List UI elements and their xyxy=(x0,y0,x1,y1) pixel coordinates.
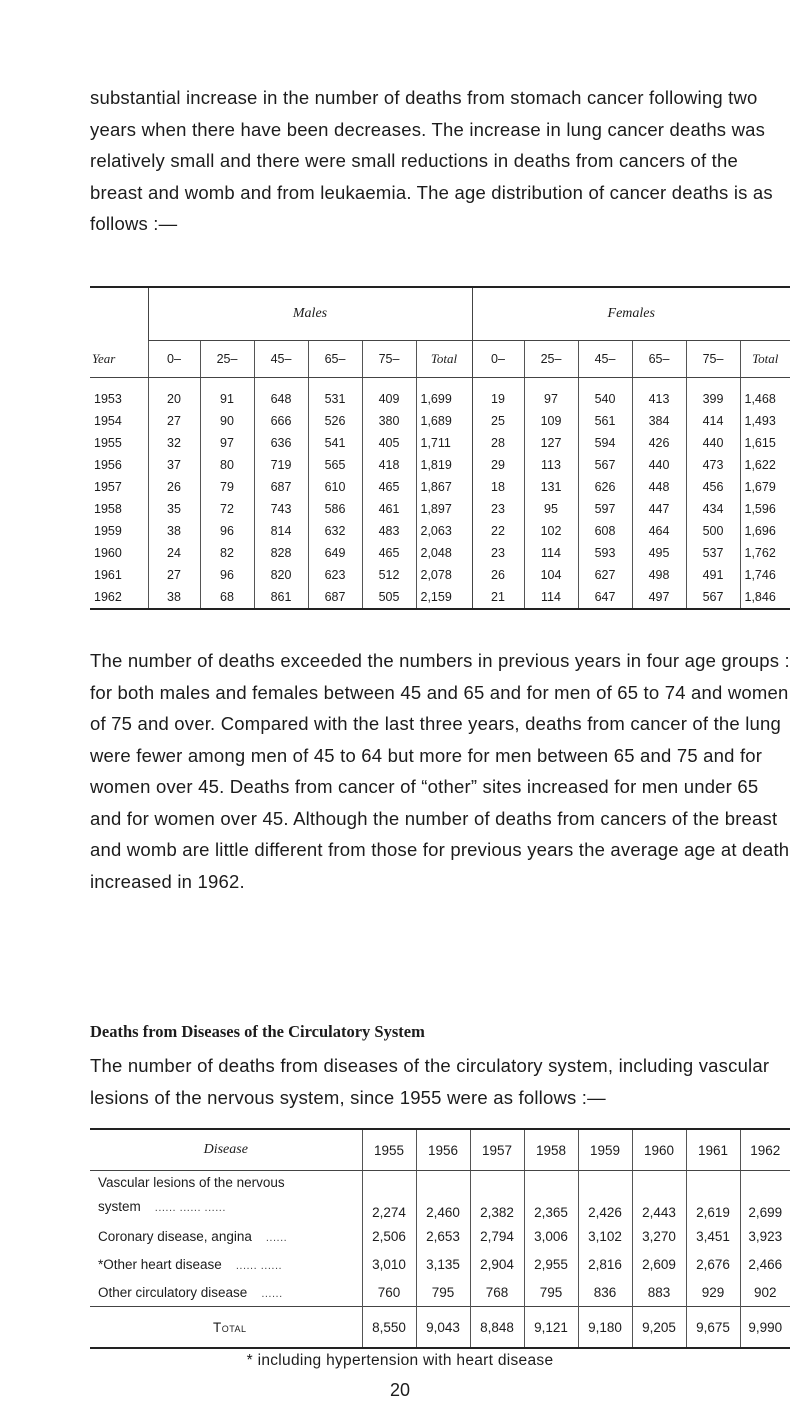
value-cell: 3,451 xyxy=(686,1222,740,1250)
males-age-header: 25– xyxy=(200,341,254,378)
males-value-cell: 2,078 xyxy=(416,564,472,586)
table-row xyxy=(90,1250,790,1278)
section-heading: Deaths from Diseases of the Circulatory System xyxy=(90,1022,425,1041)
year-column-header: 1957 xyxy=(470,1129,524,1171)
males-value-cell: 820 xyxy=(254,564,308,586)
value-cell: 760 xyxy=(362,1278,416,1307)
males-value-cell: 687 xyxy=(308,586,362,609)
females-value-cell: 1,493 xyxy=(740,410,790,432)
table-row xyxy=(90,1222,790,1250)
males-value-cell: 828 xyxy=(254,542,308,564)
females-value-cell: 22 xyxy=(472,520,524,542)
females-age-header: Total xyxy=(740,341,790,378)
males-value-cell: 623 xyxy=(308,564,362,586)
year-cell: 1959 xyxy=(94,524,122,538)
females-value-cell: 495 xyxy=(632,542,686,564)
value-cell: 2,466 xyxy=(740,1250,790,1278)
males-value-cell: 24 xyxy=(148,542,200,564)
males-value-cell: 505 xyxy=(362,586,416,609)
footnote: * including hypertension with heart disease xyxy=(246,1352,554,1369)
total-value-cell: 8,550 xyxy=(362,1307,416,1349)
females-value-cell: 1,846 xyxy=(740,586,790,609)
females-value-cell: 491 xyxy=(686,564,740,586)
total-value-cell: 9,180 xyxy=(578,1307,632,1349)
year-column-header: 1956 xyxy=(416,1129,470,1171)
females-value-cell: 497 xyxy=(632,586,686,609)
males-value-cell: 96 xyxy=(200,564,254,586)
females-age-header: 25– xyxy=(524,341,578,378)
females-value-cell: 1,468 xyxy=(740,378,790,411)
females-age-header: 0– xyxy=(472,341,524,378)
females-value-cell: 1,615 xyxy=(740,432,790,454)
year-cell: 1953 xyxy=(94,392,122,406)
disease-label-line1: Vascular lesions of the nervous xyxy=(98,1175,285,1190)
males-value-cell: 409 xyxy=(362,378,416,411)
males-value-cell: 666 xyxy=(254,410,308,432)
females-value-cell: 627 xyxy=(578,564,632,586)
table-row xyxy=(90,476,790,498)
males-age-header: 45– xyxy=(254,341,308,378)
males-value-cell: 1,711 xyxy=(416,432,472,454)
females-value-cell: 95 xyxy=(524,498,578,520)
males-age-header: Total xyxy=(416,341,472,378)
table-row xyxy=(90,520,790,542)
value-cell: 3,135 xyxy=(416,1250,470,1278)
intro-paragraph: substantial increase in the number of deaths from stomach cancer following two years when there have been decreases. The increase in lung cancer deaths was relatively small and there were small reductions in deaths from cancers of the breast and womb and from leukaemia. The age distribution of cancer deaths is as follows :— xyxy=(90,87,773,234)
males-value-cell: 814 xyxy=(254,520,308,542)
females-value-cell: 1,746 xyxy=(740,564,790,586)
females-value-cell: 1,762 xyxy=(740,542,790,564)
year-column-header: 1959 xyxy=(578,1129,632,1171)
males-value-cell: 405 xyxy=(362,432,416,454)
females-age-header: 65– xyxy=(632,341,686,378)
males-value-cell: 648 xyxy=(254,378,308,411)
males-value-cell: 37 xyxy=(148,454,200,476)
males-value-cell: 743 xyxy=(254,498,308,520)
table-row xyxy=(90,586,790,609)
females-value-cell: 434 xyxy=(686,498,740,520)
year-cell: 1958 xyxy=(94,502,122,516)
year-column-header: Year xyxy=(90,341,148,378)
value-cell: 2,460 xyxy=(416,1171,470,1223)
year-spacer xyxy=(90,287,148,341)
males-value-cell: 526 xyxy=(308,410,362,432)
females-value-cell: 109 xyxy=(524,410,578,432)
females-value-cell: 567 xyxy=(686,586,740,609)
cancer-age-table xyxy=(90,286,790,610)
males-value-cell: 1,699 xyxy=(416,378,472,411)
year-column-header: 1958 xyxy=(524,1129,578,1171)
year-cell: 1954 xyxy=(94,414,122,428)
total-value-cell: 9,121 xyxy=(524,1307,578,1349)
males-value-cell: 586 xyxy=(308,498,362,520)
males-value-cell: 80 xyxy=(200,454,254,476)
males-value-cell: 2,159 xyxy=(416,586,472,609)
females-value-cell: 19 xyxy=(472,378,524,411)
total-value-cell: 8,848 xyxy=(470,1307,524,1349)
year-cell: 1962 xyxy=(90,586,148,609)
females-value-cell: 626 xyxy=(578,476,632,498)
value-cell: 902 xyxy=(740,1278,790,1307)
females-value-cell: 1,596 xyxy=(740,498,790,520)
table-row xyxy=(90,498,790,520)
males-value-cell: 1,867 xyxy=(416,476,472,498)
disease-label-cell xyxy=(90,1250,362,1278)
value-cell: 836 xyxy=(578,1278,632,1307)
females-value-cell: 500 xyxy=(686,520,740,542)
males-age-header: 75– xyxy=(362,341,416,378)
year-cell: 1957 xyxy=(94,480,122,494)
year-cell: 1961 xyxy=(94,568,122,582)
value-cell: 3,010 xyxy=(362,1250,416,1278)
total-label: Total xyxy=(90,1307,362,1349)
females-group-header: Females xyxy=(472,287,790,341)
females-value-cell: 384 xyxy=(632,410,686,432)
females-value-cell: 26 xyxy=(472,564,524,586)
males-value-cell: 2,063 xyxy=(416,520,472,542)
table-row xyxy=(90,432,790,454)
females-age-header: 75– xyxy=(686,341,740,378)
table-row xyxy=(90,564,790,586)
table-row xyxy=(90,542,790,564)
males-value-cell: 636 xyxy=(254,432,308,454)
males-value-cell: 531 xyxy=(308,378,362,411)
males-value-cell: 38 xyxy=(148,586,200,609)
males-value-cell: 1,897 xyxy=(416,498,472,520)
value-cell: 3,270 xyxy=(632,1222,686,1250)
females-value-cell: 440 xyxy=(632,454,686,476)
males-value-cell: 26 xyxy=(148,476,200,498)
females-value-cell: 104 xyxy=(524,564,578,586)
males-value-cell: 32 xyxy=(148,432,200,454)
disease-label-cell xyxy=(90,1171,362,1223)
table-row xyxy=(90,1278,790,1307)
value-cell: 3,102 xyxy=(578,1222,632,1250)
value-cell: 2,382 xyxy=(470,1171,524,1223)
females-value-cell: 113 xyxy=(524,454,578,476)
circulatory-paragraph: The number of deaths from diseases of the circulatory system, including vascular lesions of the nervous system, since 1955 were as follows :— xyxy=(90,1055,770,1108)
total-value-cell: 9,990 xyxy=(740,1307,790,1349)
females-value-cell: 537 xyxy=(686,542,740,564)
page-number: 20 xyxy=(389,1380,411,1400)
value-cell: 2,676 xyxy=(686,1250,740,1278)
males-value-cell: 465 xyxy=(362,542,416,564)
value-cell: 2,904 xyxy=(470,1250,524,1278)
females-value-cell: 1,679 xyxy=(740,476,790,498)
females-value-cell: 1,622 xyxy=(740,454,790,476)
year-cell: 1955 xyxy=(94,436,122,450)
leader-dots: ...... xyxy=(265,1231,288,1244)
males-value-cell: 1,819 xyxy=(416,454,472,476)
females-value-cell: 413 xyxy=(632,378,686,411)
females-value-cell: 498 xyxy=(632,564,686,586)
females-value-cell: 447 xyxy=(632,498,686,520)
males-value-cell: 72 xyxy=(200,498,254,520)
value-cell: 2,955 xyxy=(524,1250,578,1278)
females-value-cell: 23 xyxy=(472,542,524,564)
circ-table-header-row xyxy=(90,1129,790,1171)
value-cell: 929 xyxy=(686,1278,740,1307)
value-cell: 2,426 xyxy=(578,1171,632,1223)
males-value-cell: 632 xyxy=(308,520,362,542)
value-cell: 3,006 xyxy=(524,1222,578,1250)
table-row xyxy=(90,378,790,411)
males-value-cell: 861 xyxy=(254,586,308,609)
value-cell: 2,274 xyxy=(362,1171,416,1223)
leader-dots: ...... xyxy=(261,1287,283,1300)
males-group-header: Males xyxy=(148,287,472,341)
year-column-header: 1955 xyxy=(362,1129,416,1171)
females-value-cell: 97 xyxy=(524,378,578,411)
value-cell: 2,506 xyxy=(362,1222,416,1250)
total-value-cell: 9,675 xyxy=(686,1307,740,1349)
males-value-cell: 38 xyxy=(148,520,200,542)
total-value-cell: 9,043 xyxy=(416,1307,470,1349)
males-value-cell: 27 xyxy=(148,564,200,586)
males-value-cell: 418 xyxy=(362,454,416,476)
value-cell: 2,699 xyxy=(740,1171,790,1223)
males-value-cell: 687 xyxy=(254,476,308,498)
disease-column-header: Disease xyxy=(90,1129,362,1171)
males-value-cell: 610 xyxy=(308,476,362,498)
males-value-cell: 2,048 xyxy=(416,542,472,564)
value-cell: 2,653 xyxy=(416,1222,470,1250)
males-value-cell: 91 xyxy=(200,378,254,411)
circulatory-deaths-table xyxy=(90,1128,790,1349)
disease-label-cell xyxy=(90,1278,362,1307)
females-value-cell: 473 xyxy=(686,454,740,476)
males-value-cell: 27 xyxy=(148,410,200,432)
females-value-cell: 414 xyxy=(686,410,740,432)
females-value-cell: 594 xyxy=(578,432,632,454)
table-column-header-row xyxy=(90,341,790,378)
table-group-header-row xyxy=(90,287,790,341)
value-cell: 2,365 xyxy=(524,1171,578,1223)
males-value-cell: 512 xyxy=(362,564,416,586)
value-cell: 768 xyxy=(470,1278,524,1307)
males-value-cell: 380 xyxy=(362,410,416,432)
females-value-cell: 1,696 xyxy=(740,520,790,542)
value-cell: 3,923 xyxy=(740,1222,790,1250)
males-value-cell: 79 xyxy=(200,476,254,498)
circ-table-body xyxy=(90,1171,790,1349)
table-row xyxy=(90,1171,790,1223)
disease-label: Other circulatory disease xyxy=(98,1284,248,1300)
table-row xyxy=(90,454,790,476)
females-value-cell: 29 xyxy=(472,454,524,476)
males-value-cell: 96 xyxy=(200,520,254,542)
females-value-cell: 127 xyxy=(524,432,578,454)
females-value-cell: 426 xyxy=(632,432,686,454)
year-cell: 1956 xyxy=(94,458,122,472)
cancer-age-table-body xyxy=(90,378,790,610)
disease-label: Coronary disease, angina xyxy=(98,1228,252,1244)
females-value-cell: 456 xyxy=(686,476,740,498)
females-value-cell: 448 xyxy=(632,476,686,498)
total-row xyxy=(90,1307,790,1349)
males-value-cell: 68 xyxy=(200,586,254,609)
females-value-cell: 114 xyxy=(524,586,578,609)
males-value-cell: 649 xyxy=(308,542,362,564)
year-column-header: 1962 xyxy=(740,1129,790,1171)
females-value-cell: 25 xyxy=(472,410,524,432)
value-cell: 2,609 xyxy=(632,1250,686,1278)
males-value-cell: 541 xyxy=(308,432,362,454)
males-value-cell: 97 xyxy=(200,432,254,454)
males-value-cell: 719 xyxy=(254,454,308,476)
males-age-header: 65– xyxy=(308,341,362,378)
females-value-cell: 28 xyxy=(472,432,524,454)
females-value-cell: 597 xyxy=(578,498,632,520)
disease-label: system xyxy=(98,1199,141,1214)
males-value-cell: 82 xyxy=(200,542,254,564)
value-cell: 2,794 xyxy=(470,1222,524,1250)
females-age-header: 45– xyxy=(578,341,632,378)
value-cell: 795 xyxy=(416,1278,470,1307)
year-column-header: 1961 xyxy=(686,1129,740,1171)
males-value-cell: 465 xyxy=(362,476,416,498)
females-value-cell: 23 xyxy=(472,498,524,520)
females-value-cell: 464 xyxy=(632,520,686,542)
table-row xyxy=(90,410,790,432)
leader-dots: ...... ...... xyxy=(235,1259,283,1272)
year-cell: 1960 xyxy=(94,546,122,560)
males-value-cell: 35 xyxy=(148,498,200,520)
females-value-cell: 18 xyxy=(472,476,524,498)
males-value-cell: 90 xyxy=(200,410,254,432)
females-value-cell: 131 xyxy=(524,476,578,498)
value-cell: 795 xyxy=(524,1278,578,1307)
males-value-cell: 565 xyxy=(308,454,362,476)
females-value-cell: 440 xyxy=(686,432,740,454)
females-value-cell: 647 xyxy=(578,586,632,609)
disease-label-cell xyxy=(90,1222,362,1250)
value-cell: 2,816 xyxy=(578,1250,632,1278)
males-value-cell: 1,689 xyxy=(416,410,472,432)
females-value-cell: 608 xyxy=(578,520,632,542)
females-value-cell: 102 xyxy=(524,520,578,542)
total-value-cell: 9,205 xyxy=(632,1307,686,1349)
value-cell: 2,443 xyxy=(632,1171,686,1223)
age-distribution-paragraph: The number of deaths exceeded the numbers in previous years in four age groups : for both males and females between 45 and 65 and for men of 65 to 74 and women of 75 and over. Compared with the last three years, deaths from cancer of the lung were fewer among men of 45 to 64 but more for men between 65 and 75 and for women over 45. Deaths from cancer of “other” sites increased for men under 65 and for women over 45. Although the number of deaths from cancers of the breast and womb are little different from those for previous years the average age at death increased in 1962. xyxy=(90,650,790,892)
year-column-header: 1960 xyxy=(632,1129,686,1171)
disease-label: *Other heart disease xyxy=(98,1256,222,1272)
females-value-cell: 21 xyxy=(472,586,524,609)
females-value-cell: 540 xyxy=(578,378,632,411)
females-value-cell: 399 xyxy=(686,378,740,411)
value-cell: 883 xyxy=(632,1278,686,1307)
males-value-cell: 461 xyxy=(362,498,416,520)
males-value-cell: 20 xyxy=(148,378,200,411)
females-value-cell: 593 xyxy=(578,542,632,564)
value-cell: 2,619 xyxy=(686,1171,740,1223)
males-value-cell: 483 xyxy=(362,520,416,542)
females-value-cell: 567 xyxy=(578,454,632,476)
females-value-cell: 114 xyxy=(524,542,578,564)
males-age-header: 0– xyxy=(148,341,200,378)
females-value-cell: 561 xyxy=(578,410,632,432)
leader-dots: ...... ...... ...... xyxy=(154,1202,226,1214)
